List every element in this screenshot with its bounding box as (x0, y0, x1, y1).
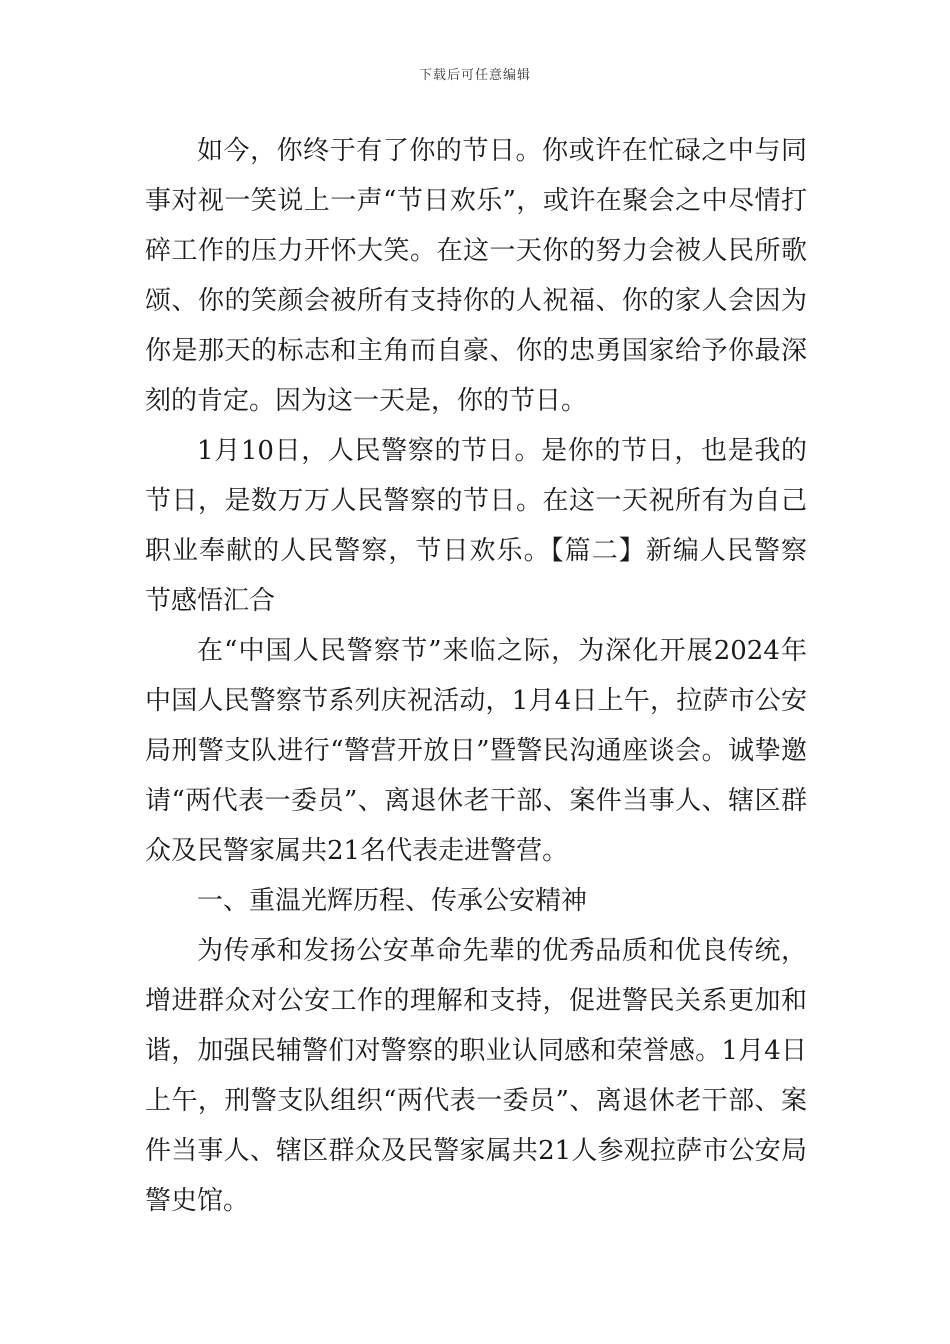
document-body (145, 126, 807, 1226)
section-heading: 一、重温光辉历程、传承公安精神 (197, 886, 588, 916)
paragraph-2: 1月10日，人民警察的节日。是你的节日，也是我的节日，是数万万人民警察的节日。在这一天祝所有为自己职业奉献的人民警察，节日欢乐。【篇二】新编人民警察节感悟汇合 (145, 436, 807, 616)
paragraph-3: 在“中国人民警察节”来临之际，为深化开展2024年中国人民警察节系列庆祝活动，1月4日上午，拉萨市公安局刑警支队进行“警营开放日”暨警民沟通座谈会。诚挚邀请“两代表一委员”、离退休老干部、案件当事人、辖区群众及民警家属共21名代表走进警营。 (145, 636, 807, 866)
page-header-note: 下载后可任意编辑 (418, 68, 531, 83)
paragraph-1: 如今，你终于有了你的节日。你或许在忙碌之中与同事对视一笑说上一声“节日欢乐”，或许在聚会之中尽情打碎工作的压力开怀大笑。在这一天你的努力会被人民所歌颂、你的笑颜会被所有支持你的人祝福、你的家人会因为你是那天的标志和主角而自豪、你的忠勇国家给予你最深刻的肯定。因为这一天是，你的节日。 (145, 136, 807, 416)
paragraph-4: 为传承和发扬公安革命先辈的优秀品质和优良传统，增进群众对公安工作的理解和支持，促进警民关系更加和谐，加强民辅警们对警察的职业认同感和荣誉感。1月4日上午，刑警支队组织“两代表一委员”、离退休老干部、案件当事人、辖区群众及民警家属共21人参观拉萨市公安局警史馆。 (145, 936, 807, 1216)
